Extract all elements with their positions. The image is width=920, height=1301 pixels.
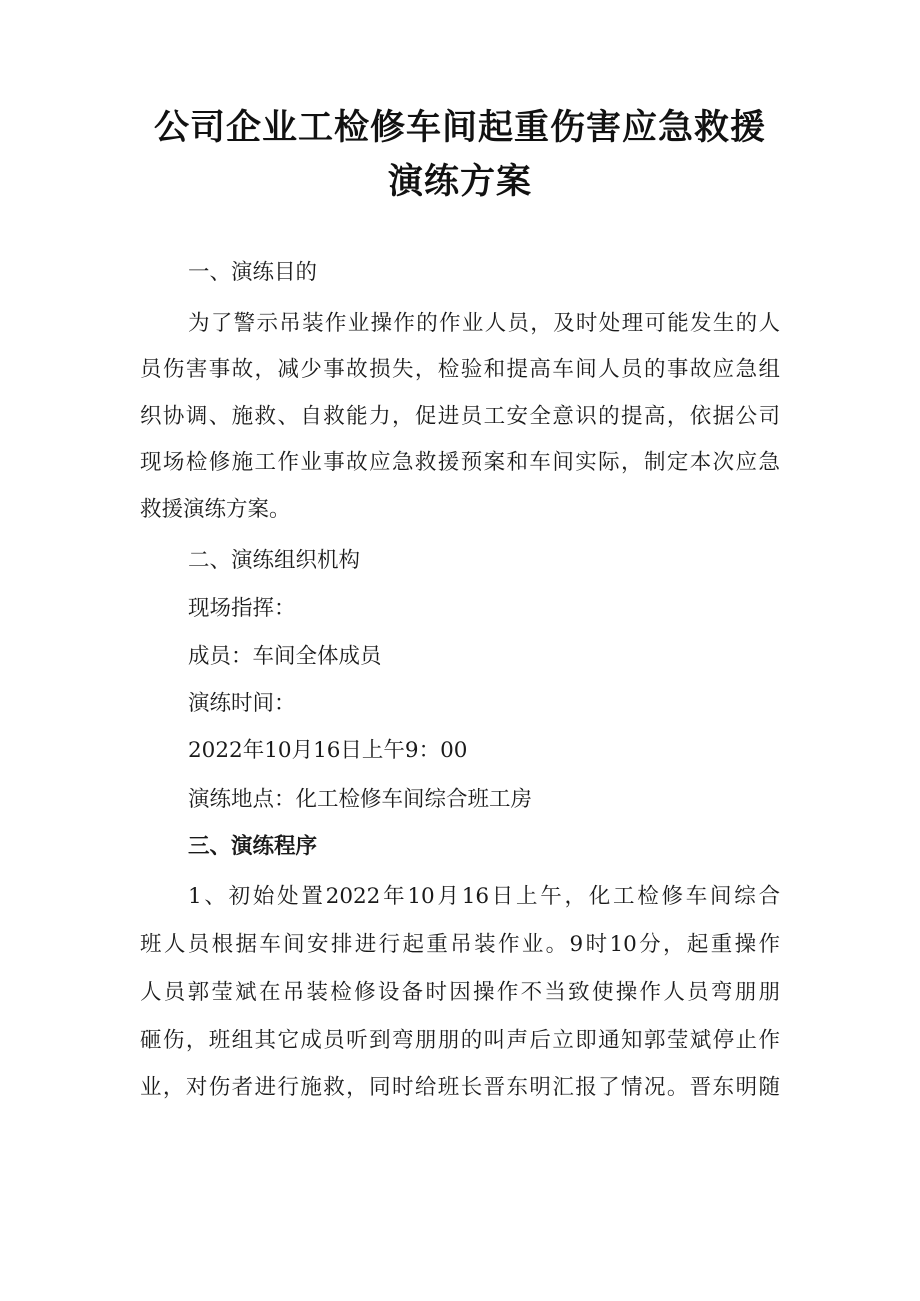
document-title-line-2: 演练方案 [387,162,532,202]
section-1-paragraph-line: 织协调、施救、自救能力，促进员工安全意识的提高，依据公司 [140,404,780,429]
drill-time-value: 2022年10月16日上午9：00 [188,738,468,763]
section-1-paragraph-line: 现场检修施工作业事故应急救援预案和车间实际，制定本次应急 [140,450,780,475]
drill-time-label: 演练时间： [188,691,296,716]
commander-label: 现场指挥： [188,596,296,621]
section-3-paragraph-line: 人员郭莹斌在吊装检修设备时因操作不当致使操作人员弯朋朋 [140,980,780,1005]
section-1-heading: 一、演练目的 [188,260,318,285]
section-2-heading: 二、演练组织机构 [188,548,361,573]
section-3-heading: 三、演练程序 [188,834,318,859]
section-3-paragraph-line: 砸伤，班组其它成员听到弯朋朋的叫声后立即通知郭莹斌停止作 [140,1028,780,1053]
members-line: 成员：车间全体成员 [188,644,382,669]
section-1-paragraph-line: 为了警示吊装作业操作的作业人员，及时处理可能发生的人 [188,311,780,336]
section-3-paragraph-line: 班人员根据车间安排进行起重吊装作业。9时10分，起重操作 [140,932,780,957]
drill-location: 演练地点：化工检修车间综合班工房 [188,787,533,812]
section-3-paragraph-line: 业，对伤者进行施救，同时给班长晋东明汇报了情况。晋东明随 [140,1075,780,1100]
section-3-paragraph-line: 1、初始处置2022年10月16日上午，化工检修车间综合 [188,884,780,909]
section-1-paragraph-line: 救援演练方案。 [140,497,291,522]
document-title-line-1: 公司企业工检修车间起重伤害应急救援 [153,108,766,148]
section-1-paragraph-line: 员伤害事故，减少事故损失，检验和提高车间人员的事故应急组 [140,357,780,382]
